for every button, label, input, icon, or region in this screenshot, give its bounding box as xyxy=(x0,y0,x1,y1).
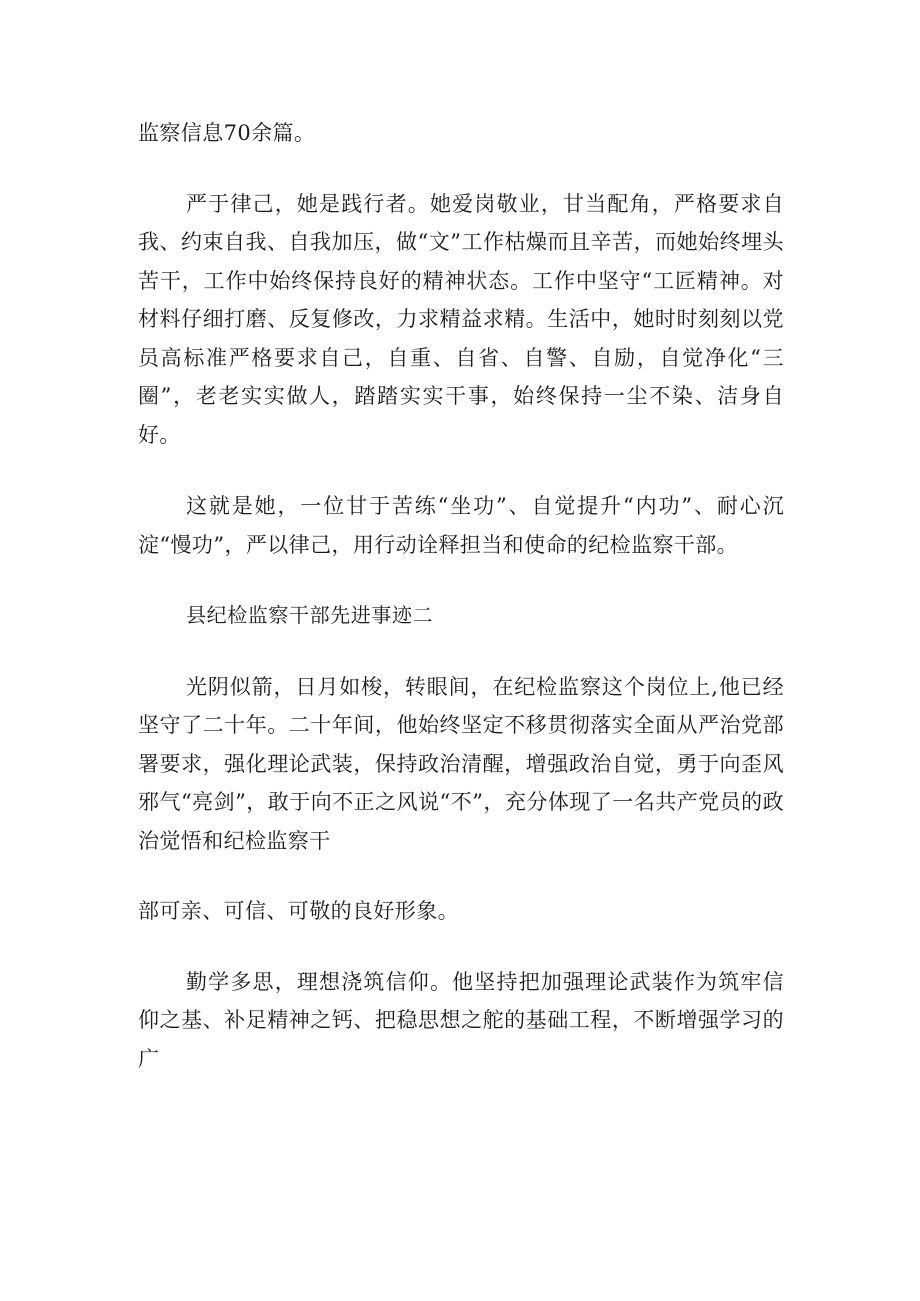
paragraph-twenty-years: 光阴似箭，日月如梭，转眼间，在纪检监察这个岗位上,他已经坚守了二十年。二十年间，他始终坚定不移贯彻落实全面从严治党部署要求，强化理论武装，保持政治清醒，增强政治自觉，勇于向歪风邪气“亮剑”，敢于向不正之风说“不”，充分体现了一名共产党员的政治觉悟和纪检监察干 xyxy=(138,674,784,853)
paragraph-continuation: 监察信息70余篇。 xyxy=(138,121,316,145)
section-heading: 县纪检监察干部先进事迹二 xyxy=(186,603,434,627)
paragraph-image-fragment: 部可亲、可信、可敬的良好形象。 xyxy=(138,899,459,923)
document-body xyxy=(138,114,784,1078)
paragraph-self-discipline: 严于律己，她是践行者。她爱岗敬业，甘当配角，严格要求自我、约束自我、自我加压，做“文”工作枯燥而且辛苦，而她始终埋头苦干，工作中始终保持良好的精神状态。工作中坚守“工匠精神。对材料仔细打磨、反复修改，力求精益求精。生活中，她时时刻刻以党员高标准严格要求自己，自重、自省、自警、自励，自觉净化“三圈”，老老实实做人，踏踏实实干事，始终保持一尘不染、洁身自好。 xyxy=(138,191,784,447)
paragraph-summary: 这就是她，一位甘于苦练“坐功”、自觉提升“内功”、耐心沉淀“慢功”，严以律己，用行动诠释担当和使命的纪检监察干部。 xyxy=(138,494,784,557)
paragraph-study: 勤学多思，理想浇筑信仰。他坚持把加强理论武装作为筑牢信仰之基、补足精神之钙、把稳思想之舵的基础工程，不断增强学习的广 xyxy=(138,969,784,1071)
